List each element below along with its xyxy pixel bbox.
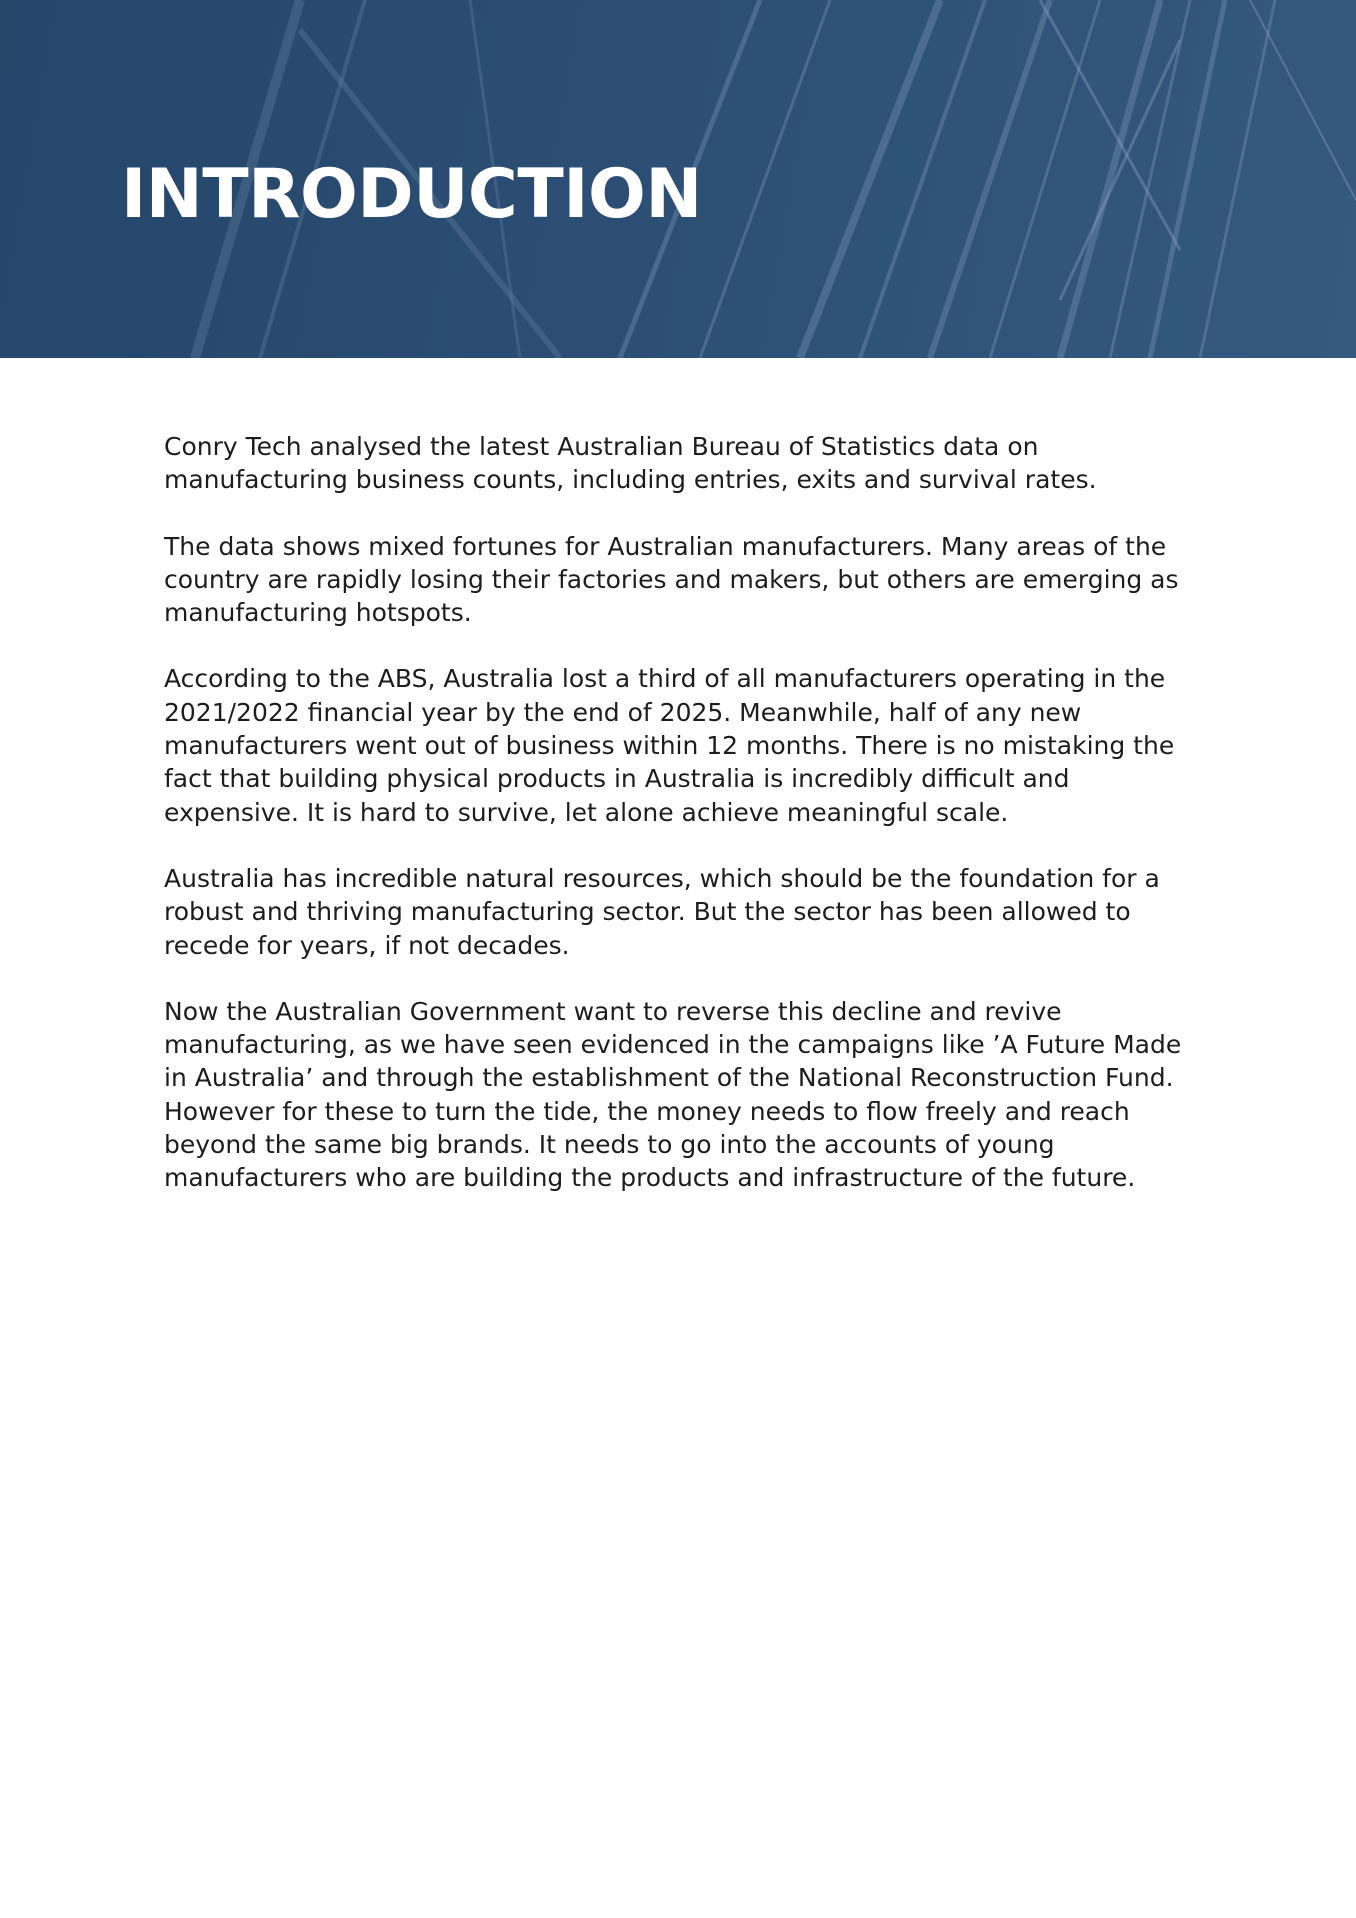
paragraph: Conry Tech analysed the latest Australian Bureau of Statistics data on manufacturing business counts, including entries, exits and survival rates. [164,432,1097,495]
paragraph: According to the ABS, Australia lost a third of all manufacturers operating in the 2021/2022 financial year by the end of 2025. Meanwhile, half of any new manufacturers went out of business within 12 months. There is no mistaking the fact that building physical products in Australia is incredibly difficult and expensive. It is hard to survive, let alone achieve meaningful scale. [164,664,1175,827]
paragraph: Now the Australian Government want to reverse this decline and revive manufacturing, as we have seen evidenced in the campaigns like ’A Future Made in Australia’ and through the establishment of the National Reconstruction Fund. However for these to turn the tide, the money needs to flow freely and reach beyond the same big brands. It needs to go into the accounts of young manufacturers who are building the products and infrastructure of the future. [164,996,1182,1193]
header-banner [0,0,1356,358]
paragraph: Australia has incredible natural resources, which should be the foundation for a robust and thriving manufacturing sector. But the sector has been allowed to recede for years, if not decades. [164,863,1160,960]
paragraph: The data shows mixed fortunes for Australian manufacturers. Many areas of the country are rapidly losing their factories and makers, but others are emerging as manufacturing hotspots. [164,531,1179,628]
page-title: INTRODUCTION [121,155,702,234]
body-text [164,430,1204,1228]
